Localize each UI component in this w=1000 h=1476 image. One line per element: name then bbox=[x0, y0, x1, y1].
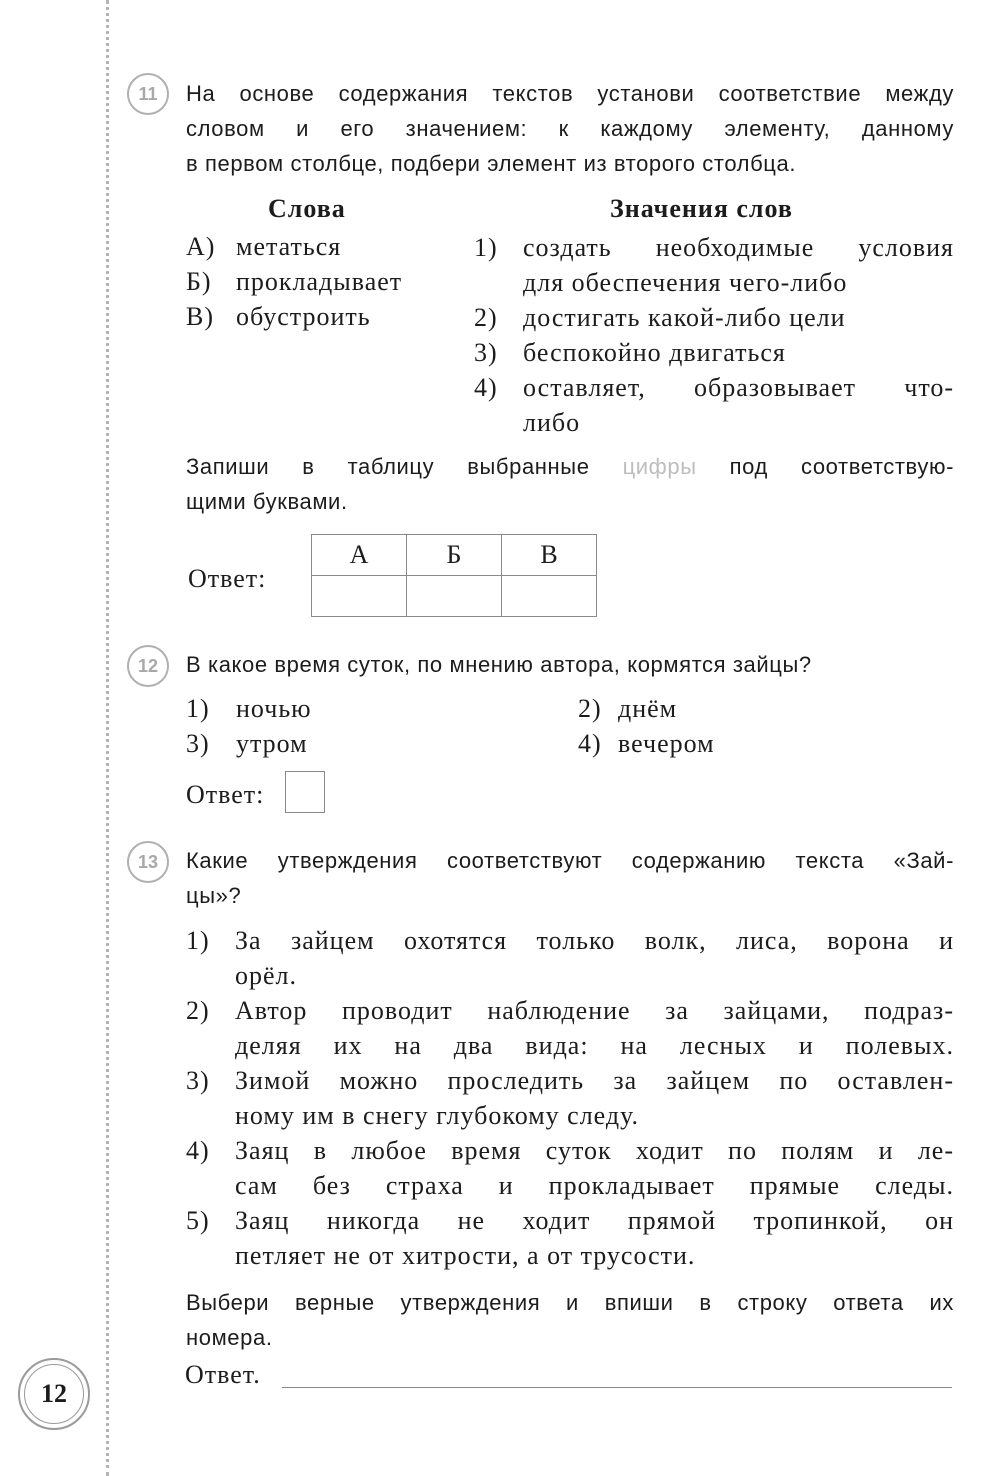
q11-meaning-number: 1) bbox=[474, 233, 498, 262]
q11-meaning-line: достигать какой-либо цели bbox=[523, 303, 846, 332]
q12-option-number: 2) bbox=[578, 694, 602, 723]
q12-option-text: днём bbox=[618, 694, 678, 723]
q11-write-text: Запиши в таблицу выбранные bbox=[186, 454, 590, 479]
question-11-number: 11 bbox=[127, 73, 169, 115]
q13-statement bbox=[186, 1133, 954, 1203]
q13-statement bbox=[186, 1203, 954, 1273]
q11-word-letter: А) bbox=[186, 232, 216, 261]
q12-answer-label: Ответ: bbox=[186, 780, 265, 809]
q11-write-line: щими буквами. bbox=[186, 489, 348, 514]
q11-answer-cell-v[interactable] bbox=[502, 576, 597, 617]
q11-answer-cell-a[interactable] bbox=[312, 576, 407, 617]
q13-choose-line: Выбери верные утверждения и впиши в строку ответа их bbox=[186, 1290, 954, 1315]
q11-meaning-line: оставляет, образовывает что- bbox=[523, 373, 954, 402]
q11-meaning-line: создать необходимые условия bbox=[523, 233, 954, 262]
q12-answer-box[interactable] bbox=[285, 771, 325, 813]
q11-answer-cell-b[interactable] bbox=[407, 576, 502, 617]
q13-statement-line: сам без страха и прокладывает прямые следы. bbox=[235, 1171, 954, 1200]
q11-words-header: Слова bbox=[268, 194, 346, 223]
q11-word-text: прокладывает bbox=[236, 267, 403, 296]
q13-question bbox=[186, 843, 954, 913]
q11-answer-header-v: В bbox=[502, 535, 597, 576]
q12-option-number: 3) bbox=[186, 729, 210, 758]
q11-meaning-number: 2) bbox=[474, 303, 498, 332]
q11-instruction-line: словом и его значением: к каждому элементу, данному bbox=[186, 116, 954, 141]
q11-word-text: обустроить bbox=[236, 302, 371, 331]
q13-statement-number: 5) bbox=[186, 1206, 210, 1235]
q13-statement bbox=[186, 993, 954, 1063]
page-margin-dotted-line bbox=[106, 0, 109, 1476]
q11-meaning-line: для обеспечения чего-либо bbox=[523, 268, 848, 297]
q11-write-line bbox=[186, 449, 954, 484]
q11-meaning-number: 3) bbox=[474, 338, 498, 367]
page-number: 12 bbox=[24, 1364, 84, 1424]
q13-statement-line: За зайцем охотятся только волк, лиса, ворона и bbox=[235, 926, 954, 955]
q11-meaning-item bbox=[474, 335, 954, 370]
q13-statement-line: Заяц никогда не ходит прямой тропинкой, он bbox=[235, 1206, 954, 1235]
q13-choose-instruction bbox=[186, 1285, 954, 1355]
q11-word-letter: Б) bbox=[186, 267, 212, 296]
q12-option-text: утром bbox=[236, 729, 308, 758]
q13-choose-line: номера. bbox=[186, 1325, 273, 1350]
q13-answer-line[interactable] bbox=[282, 1387, 952, 1388]
q11-instruction-line: На основе содержания текстов установи соответствие между bbox=[186, 81, 954, 106]
q11-answer-header-a: А bbox=[312, 535, 407, 576]
q13-statement-number: 3) bbox=[186, 1066, 210, 1095]
q11-meaning-item bbox=[474, 370, 954, 440]
q13-statement-line: Зимой можно проследить за зайцем по оставлен- bbox=[235, 1066, 954, 1095]
q13-statement-number: 4) bbox=[186, 1136, 210, 1165]
q11-instruction-line: в первом столбце, подбери элемент из второго столбца. bbox=[186, 151, 797, 176]
q11-word-letter: В) bbox=[186, 302, 214, 331]
q11-answer-table bbox=[311, 534, 597, 617]
q13-statement bbox=[186, 923, 954, 993]
q12-option-text: вечером bbox=[618, 729, 715, 758]
q13-statement-number: 2) bbox=[186, 996, 210, 1025]
q11-write-text: под соответствую- bbox=[729, 454, 954, 479]
q11-instruction bbox=[186, 76, 954, 181]
q11-answer-label: Ответ: bbox=[188, 564, 267, 593]
q11-meaning-line: беспокойно двигаться bbox=[523, 338, 786, 367]
q11-meaning-item bbox=[474, 300, 954, 335]
q11-write-instruction bbox=[186, 449, 954, 519]
q13-statement-number: 1) bbox=[186, 926, 210, 955]
q11-write-hint: цифры bbox=[622, 454, 697, 479]
q11-meaning-number: 4) bbox=[474, 373, 498, 402]
q13-statement-line: ному им в снегу глубокому следу. bbox=[235, 1101, 639, 1130]
q13-answer-label: Ответ. bbox=[185, 1360, 261, 1389]
q12-question: В какое время суток, по мнению автора, кормятся зайцы? bbox=[186, 652, 812, 677]
q13-statement-line: Заяц в любое время суток ходит по полям и ле- bbox=[235, 1136, 954, 1165]
q13-question-line: Какие утверждения соответствуют содержанию текста «Зай- bbox=[186, 848, 954, 873]
q13-question-line: цы»? bbox=[186, 883, 242, 908]
question-12-number: 12 bbox=[127, 645, 169, 687]
q11-meaning-line: либо bbox=[523, 408, 581, 437]
q13-statement-line: деляя их на два вида: на лесных и полевых. bbox=[235, 1031, 954, 1060]
q13-statement bbox=[186, 1063, 954, 1133]
q13-statement-line: петляет не от хитрости, а от трусости. bbox=[235, 1241, 696, 1270]
page-number-badge bbox=[18, 1358, 90, 1430]
q13-statement-line: Автор проводит наблюдение за зайцами, подраз- bbox=[235, 996, 954, 1025]
q11-word-text: метаться bbox=[236, 232, 342, 261]
q12-option-number: 1) bbox=[186, 694, 210, 723]
q11-meanings-header: Значения слов bbox=[610, 194, 793, 223]
q12-option-text: ночью bbox=[236, 694, 312, 723]
q11-answer-header-b: Б bbox=[407, 535, 502, 576]
q11-meaning-item bbox=[474, 230, 954, 300]
q13-statement-line: орёл. bbox=[235, 961, 298, 990]
q12-option-number: 4) bbox=[578, 729, 602, 758]
question-13-number: 13 bbox=[127, 841, 169, 883]
